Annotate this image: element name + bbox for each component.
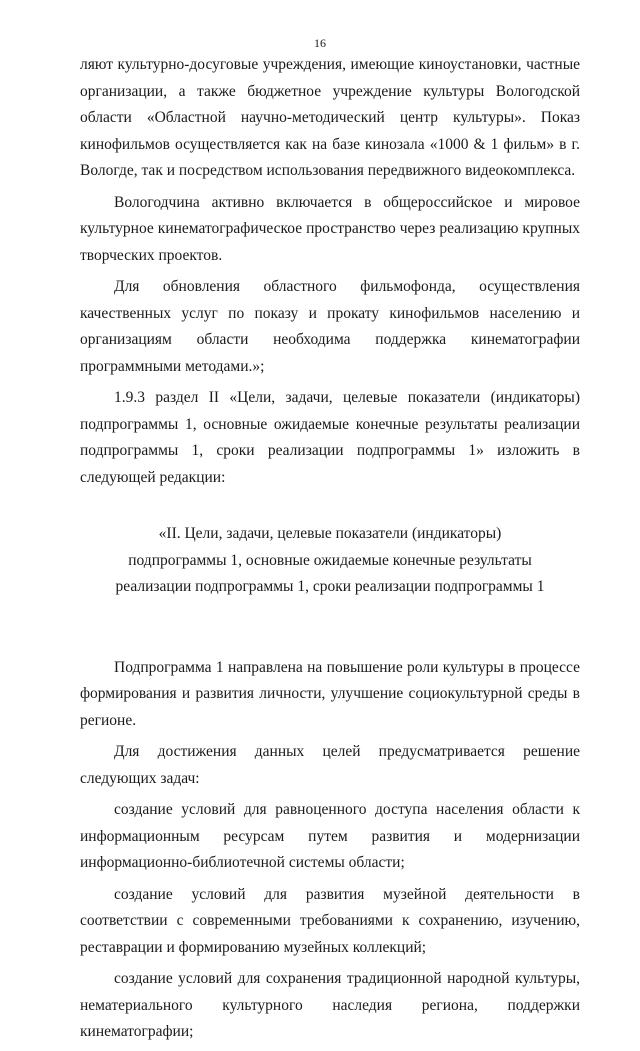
paragraph-subprogram-goal: Подпрограмма 1 направлена на повышение роли культуры в процессе формирования и развития личности, улучшение социокультурной среды в регионе.: [80, 658, 580, 729]
paragraph-amendment-1-9-3: 1.9.3 раздел II «Цели, задачи, целевые показатели (индикаторы) подпрограммы 1, основные ожидаемые конечные результаты реализации подпрограммы 1, сроки реализации подпрограммы 1» изложить в следующей редакции:: [80, 389, 580, 486]
section-heading-line-2: подпрограммы 1, основные ожидаемые конечные результаты: [128, 551, 532, 569]
section-heading: [80, 521, 580, 601]
paragraph-film-fund: Для обновления областного фильмофонда, осуществления качественных услуг по показу и прокату кинофильмов населению и организациям области необходима поддержка кинематографии программными методами.»;: [80, 278, 580, 375]
paragraph-tasks-intro: Для достижения данных целей предусматривается решение следующих задач:: [80, 743, 580, 787]
document-body: [80, 52, 580, 1051]
task-item-library: создание условий для равноценного доступа населения области к информационным ресурсам путем развития и модернизации информационно-библиотечной системы области;: [80, 801, 580, 871]
section-heading-line-3: реализации подпрограммы 1, сроки реализации подпрограммы 1: [115, 578, 545, 595]
paragraph-continuation: ляют культурно-досуговые учреждения, имеющие киноустановки, частные организации, а также бюджетное учреждение культуры Вологодской области «Областной научно-методический центр культуры». Показ кинофильмов осуществляется как на базе кинозала «1000 & 1 фильм» в г. Вологде, так и посредством использования передвижного видеокомплекса.: [80, 56, 580, 179]
paragraph-vologda-cinema: Вологодчина активно включается в общероссийское и мировое культурное кинематографическое пространство через реализацию крупных творческих проектов.: [80, 193, 580, 264]
section-heading-line-1: «II. Цели, задачи, целевые показатели (индикаторы): [158, 525, 502, 542]
task-item-museum: создание условий для развития музейной деятельности в соответствии с современными требованиями к сохранению, изучению, реставрации и формированию музейных коллекций;: [80, 885, 580, 956]
page-number: 16: [314, 36, 326, 50]
task-item-folk-culture: создание условий для сохранения традиционной народной культуры, нематериального культурного наследия региона, поддержки кинематографии;: [80, 970, 580, 1040]
